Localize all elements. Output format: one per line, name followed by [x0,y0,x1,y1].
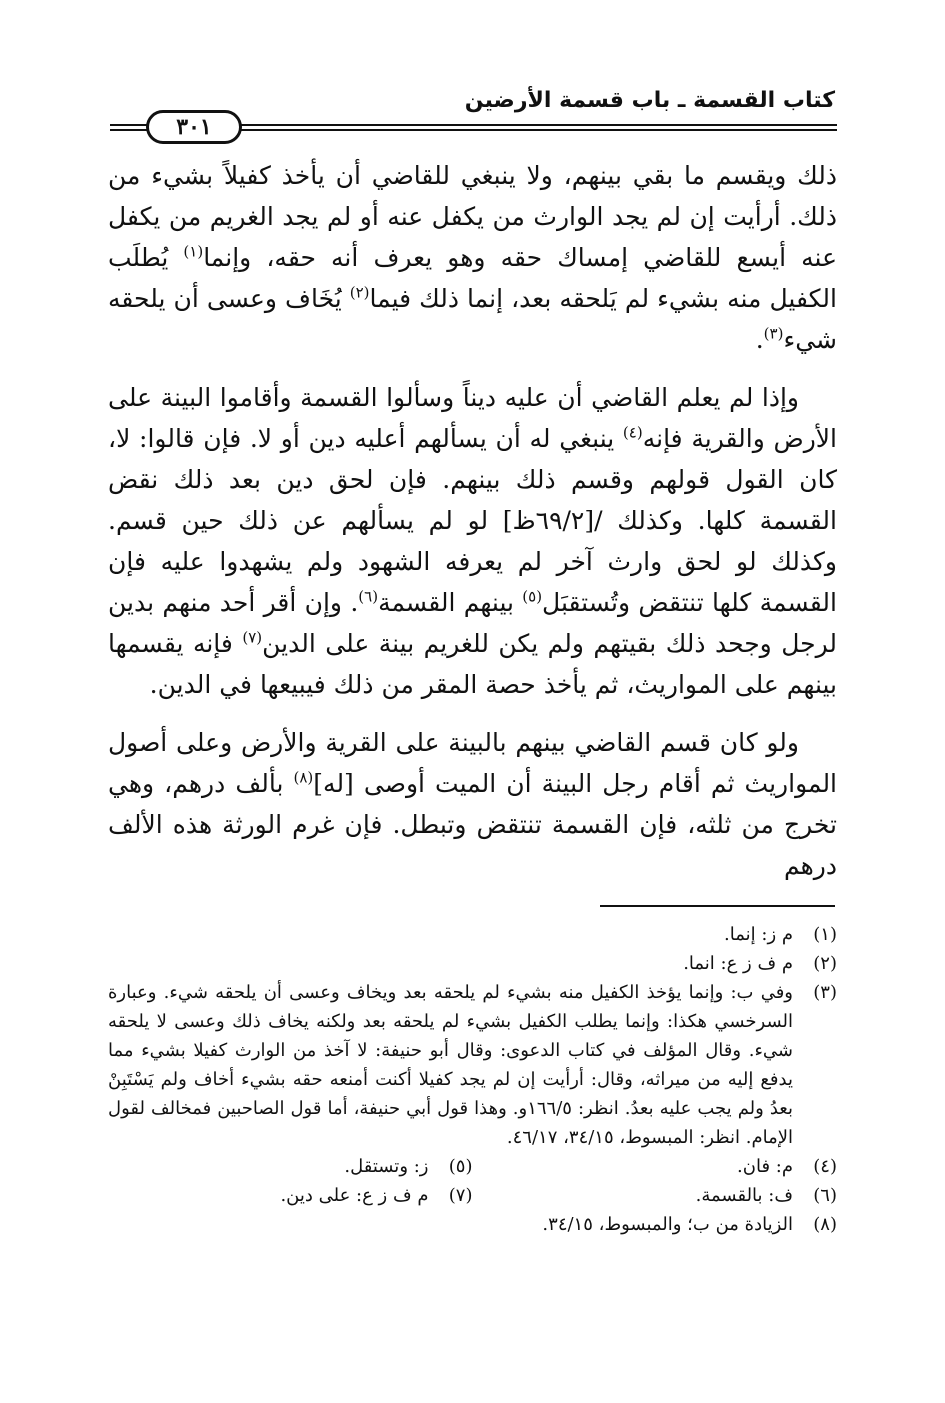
running-title: كتاب القسمة ـ باب قسمة الأرضين [464,88,835,113]
paragraph [108,155,837,360]
text-span: بألف درهم، وهي تخرج من ثلثه، فإن القسمة تنتقض وتبطل. فإن غرم الورثة هذه الألف درهم [108,769,837,880]
footnotes [108,920,837,1239]
paragraph [108,377,837,705]
footnote-text: م: فان. [737,1156,793,1177]
footnote-text: وفي ب: وإنما يؤخذ الكفيل منه بشيء لم يلحقه بعد ويخاف وعسى أن يلحقه شيء. وعبارة السرخسي هكذا: وإنما يطلب الكفيل بشيء لم يلحقه بعد ولكنه يخاف ذلك وعسى لا يلحقه شيء. وقال المؤلف في كتاب الدعوى: وقال أبو حنيفة: لا آخذ من الوارث كفيلا بشيء مما يدفع إليه من ميراثه، وقال: أرأيت إن لم يجد كفيلا أكنت أمنعه حقه بشيء أخاف ولم يَسْتَبِنْ بعدُ ولم يجب عليه بعدُ. انظر: ١٦٦/٥و. وهذا قول أبي حنيفة، أما قول الصاحبين فمخالف لقول الإمام. انظر: المبسوط، ٣٤/١٥، ٤٦/١٧. [108,982,793,1148]
footnote-separator [600,905,835,907]
footnote [108,920,837,949]
footnote-ref: (٤) [622,423,643,442]
text-span: ذلك ويقسم ما بقي بينهم، ولا ينبغي للقاضي أن يأخذ كفيلاً بشيء من ذلك. أرأيت إن لم يجد الوارث من يكفل عنه أو لم يجد الغريم من يكفل عنه أيسع للقاضي إمساك حقه وهو يعرف أنه حقه، وإنما [108,161,837,272]
footnote-row [108,1152,837,1181]
text-span: بينهم القسمة [378,588,523,617]
footnote-number: (٢) [813,953,837,974]
text-span: يُطلَب الكفيل منه بشيء لم يَلحقه بعد، إنما ذلك فيما [108,243,837,313]
text-span: فإنه يقسمها بينهم على المواريث، ثم يأخذ حصة المقر من ذلك فيبيعها في الدين. [108,629,837,699]
footnote-ref: (١) [183,242,204,261]
text-span: . [755,325,764,354]
footnote [108,1181,473,1210]
footnote-ref: (٨) [293,768,314,787]
footnote-number: (٣) [813,982,837,1003]
footnote [108,1210,837,1239]
footnote-number: (٨) [813,1214,837,1235]
text-span: يُخَاف وعسى أن يلحقه شيء [108,284,837,354]
header-rule [240,129,837,131]
footnote-row [108,1181,837,1210]
footnote-ref: (٣) [763,324,784,343]
text-span: وإذا لم يعلم القاضي أن عليه ديناً وسألوا القسمة وأقاموا البينة على الأرض والقرية فإنه [108,383,837,453]
footnote-number: (١) [813,924,837,945]
footnote-text: ف: بالقسمة. [695,1185,793,1206]
footnote-number: (٧) [448,1185,473,1206]
footnote-text: م ز: إنما. [724,924,793,945]
footnote-text: الزيادة من ب؛ والمبسوط، ٣٤/١٥. [542,1214,793,1235]
paragraph [108,722,837,886]
text-span: ينبغي له أن يسألهم أعليه دين أو لا. فإن قالوا: لا، كان القول قولهم وقسم ذلك بينهم. فإن لحق دين بعد ذلك نقض القسمة كلها. وكذلك /[٦٩/٢ظ] لو لم يسألهم عن ذلك حين قسم. وكذلك لو لحق وارث آخر لم يعرفه الشهود ولم يشهدوا عليه فإن القسمة كلها تنتقض وتُستقبَل [108,424,837,617]
footnote [108,1152,473,1181]
footnote-ref: (٥) [522,587,543,606]
footnote-ref: (٦) [358,587,379,606]
text-span: . وإن أقر أحد منهم بدين لرجل وجحد ذلك بقيتهم ولم يكن للغريم بينة على الدين [108,588,837,658]
page-number: ٣٠١ [146,110,242,144]
footnote-number: (٤) [813,1156,837,1177]
text-span: ولو كان قسم القاضي بينهم بالبينة على القرية والأرض وعلى أصول المواريث ثم أقام رجل البينة أن الميت أوصى [له] [108,728,838,798]
footnote [108,949,837,978]
footnote [473,1181,838,1210]
footnote-text: ز: وتستقل. [344,1156,429,1177]
footnote [108,978,837,1152]
footnote-text: م ف ز ع: انما. [683,953,793,974]
main-text [108,155,837,903]
footnote-number: (٥) [448,1156,473,1177]
footnote-ref: (٧) [242,628,263,647]
footnote-number: (٦) [813,1185,837,1206]
footnote-text: م ف ز ع: على دين. [280,1185,429,1206]
header-rule [240,124,837,126]
footnote-ref: (٢) [349,283,370,302]
footnote [473,1152,838,1181]
